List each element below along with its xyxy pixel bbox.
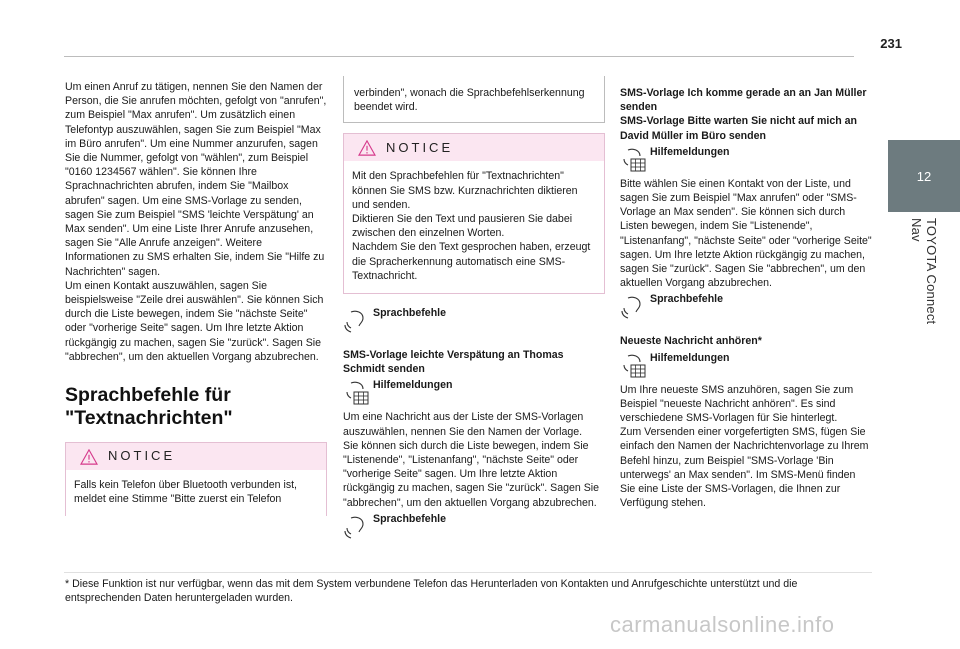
paragraph: Um einen Kontakt auszuwählen, sagen Sie beispielsweise "Zeile drei auswählen". Sie können Sich durch die Liste bewegen, indem Sie "nächste Seite" oder "vorherige Seite" sagen. Um Ihre letzte Aktion rückgängig zu machen, sagen Sie "zurück". Sagen Sie "abbrechen", um den aktuellen Vorgang abzubrechen. — [65, 279, 324, 363]
chapter-title-text: TOYOTA Connect Nav — [909, 218, 939, 325]
notice-box — [343, 133, 605, 294]
column-1 — [65, 80, 327, 516]
footnote: * Diese Funktion ist nur verfügbar, wenn das mit dem System verbundene Telefon das Herunterladen von Kontakten und Anrufgeschichte unterstützt und die entsprechenden Daten heruntergeladen wurden. — [65, 578, 798, 605]
command-label: Sprachbefehle — [373, 512, 447, 525]
voice-command-text: SMS-Vorlage Ich komme gerade an an Jan Müller senden — [620, 87, 867, 114]
paragraph: Zum Versenden einer vorgefertigten SMS, fügen Sie einfach den Namen der Nachrichtenvorlage zu Ihrem Befehl hinzu, zum Beispiel "SMS-Vorlage 'Bin unterwegs' an Max senden". Im SMS-Menü finden Sie eine Liste der SMS-Vorlagen, die Ihnen zur Verfügung stehen. — [620, 426, 869, 510]
chapter-number: 12 — [916, 168, 932, 184]
notice-title: NOTICE — [386, 139, 454, 155]
paragraph: Bitte wählen Sie einen Kontakt von der Liste, und sagen Sie zum Beispiel "Max anrufen" oder "SMS-Vorlage an Max senden". Sie können sich durch Listen bewegen, indem Sie "Listenende", "Listenanfang", "nächste Seite" oder "vorherige Seite" sagen. Um Ihre letzte Aktion rückgängig zu machen, sagen Sie "zurück". Sagen Sie "abbrechen", um den aktuellen Vorgang abzubrechen. — [620, 177, 872, 290]
section-heading: Sprachbefehle für "Textnachrichten" — [65, 384, 233, 430]
help-label: Hilfemeldungen — [650, 145, 730, 158]
voice-command-icon — [343, 308, 373, 334]
help-label: Hilfemeldungen — [373, 379, 453, 392]
voice-command-text: Neueste Nachricht anhören* — [620, 335, 762, 348]
notice-continuation — [343, 76, 605, 123]
voice-command-text: SMS-Vorlage leichte Verspätung an Thomas Schmidt senden — [343, 349, 564, 376]
footnote-rule — [64, 572, 872, 573]
voice-command-row — [620, 292, 872, 320]
notice-body — [66, 470, 326, 516]
page-number: 231 — [880, 36, 902, 51]
help-message-icon — [620, 147, 650, 173]
chapter-tab — [888, 140, 960, 212]
chapter-title — [888, 218, 960, 328]
voice-command-icon — [620, 294, 650, 320]
notice-text: verbinden", wonach die Sprachbefehlserkennung beendet wird. — [354, 87, 585, 114]
voice-command-row — [343, 306, 605, 334]
notice-box — [65, 442, 327, 516]
notice-text: Falls kein Telefon über Bluetooth verbunden ist, meldet eine Stimme "Bitte zuerst ein Telefon — [74, 479, 298, 506]
voice-command-text: SMS-Vorlage Bitte warten Sie nicht auf mich an David Müller im Büro senden — [620, 115, 858, 142]
command-label: Sprachbefehle — [650, 293, 724, 306]
warning-icon — [358, 140, 376, 156]
paragraph: Sie können sich durch die Liste bewegen, indem Sie "Listenende", "Listenanfang", "nächste Seite" oder "vorherige Seite" sagen. Um Ihre letzte Aktion rückgängig zu machen, sagen Sie "zurück". Sagen Sie "abbrechen", um den aktuellen Vorgang abzubrechen. — [343, 439, 600, 509]
column-2 — [343, 76, 605, 544]
notice-body — [344, 161, 604, 293]
paragraph: Um einen Anruf zu tätigen, nennen Sie den Namen der Person, die Sie anrufen möchten, gefolgt von "anrufen", zum Beispiel "Max anrufen". Um zusätzlich einen Telefontyp auszuwählen, sagen Sie zum Beispiel "Max im Büro anrufen". Um eine Nummer anzurufen, sagen Sie die Nummer, gefolgt von "wählen", zum Beispiel "0160 1234567 wählen". Sie können Ihre Sprachnachrichten abrufen, indem Sie "Mailbox abrufen" sagen. Um eine SMS-Vorlage zu senden, sagen Sie zum Beispiel "SMS 'leichte Verspätung' an Max senden". Um eine Liste Ihrer Anrufe anzusehen, sagen Sie "Alle Anrufe anzeigen". Weitere Informationen zu SMS erhalten Sie, indem Sie "Hilfe zu Nachrichten" sagen. — [65, 81, 327, 278]
top-rule — [64, 56, 854, 57]
watermark: carmanualsonline.info — [610, 612, 835, 637]
notice-text: Mit den Sprachbefehlen für "Textnachrichten" können Sie SMS bzw. Kurznachrichten diktieren und senden. — [352, 170, 578, 211]
paragraph: Um Ihre neueste SMS anzuhören, sagen Sie zum Beispiel "neueste Nachricht anhören". Es sind verschiedene SMS-Vorlagen für Sie hinterlegt. — [620, 383, 854, 425]
help-message-icon — [343, 380, 373, 406]
notice-text: Nachdem Sie den Text gesprochen haben, erzeugt die Spracherkennung automatisch eine SMS-Textnachricht. — [352, 241, 591, 282]
help-message-row — [620, 145, 872, 173]
column-3 — [620, 86, 872, 510]
command-label: Sprachbefehle — [373, 307, 447, 320]
voice-command-icon — [343, 514, 373, 540]
notice-header — [344, 134, 604, 161]
help-message-row — [620, 351, 872, 379]
voice-command-row — [343, 512, 605, 540]
warning-icon — [80, 449, 98, 465]
notice-text: Diktieren Sie den Text und pausieren Sie dabei zwischen den einzelnen Worten. — [352, 213, 573, 240]
paragraph: Um eine Nachricht aus der Liste der SMS-Vorlagen auszuwählen, nennen Sie den Namen der Vorlage. — [343, 411, 584, 438]
notice-title: NOTICE — [108, 448, 176, 464]
help-message-row — [343, 378, 605, 406]
help-message-icon — [620, 353, 650, 379]
help-label: Hilfemeldungen — [650, 351, 730, 364]
notice-header — [66, 443, 326, 470]
